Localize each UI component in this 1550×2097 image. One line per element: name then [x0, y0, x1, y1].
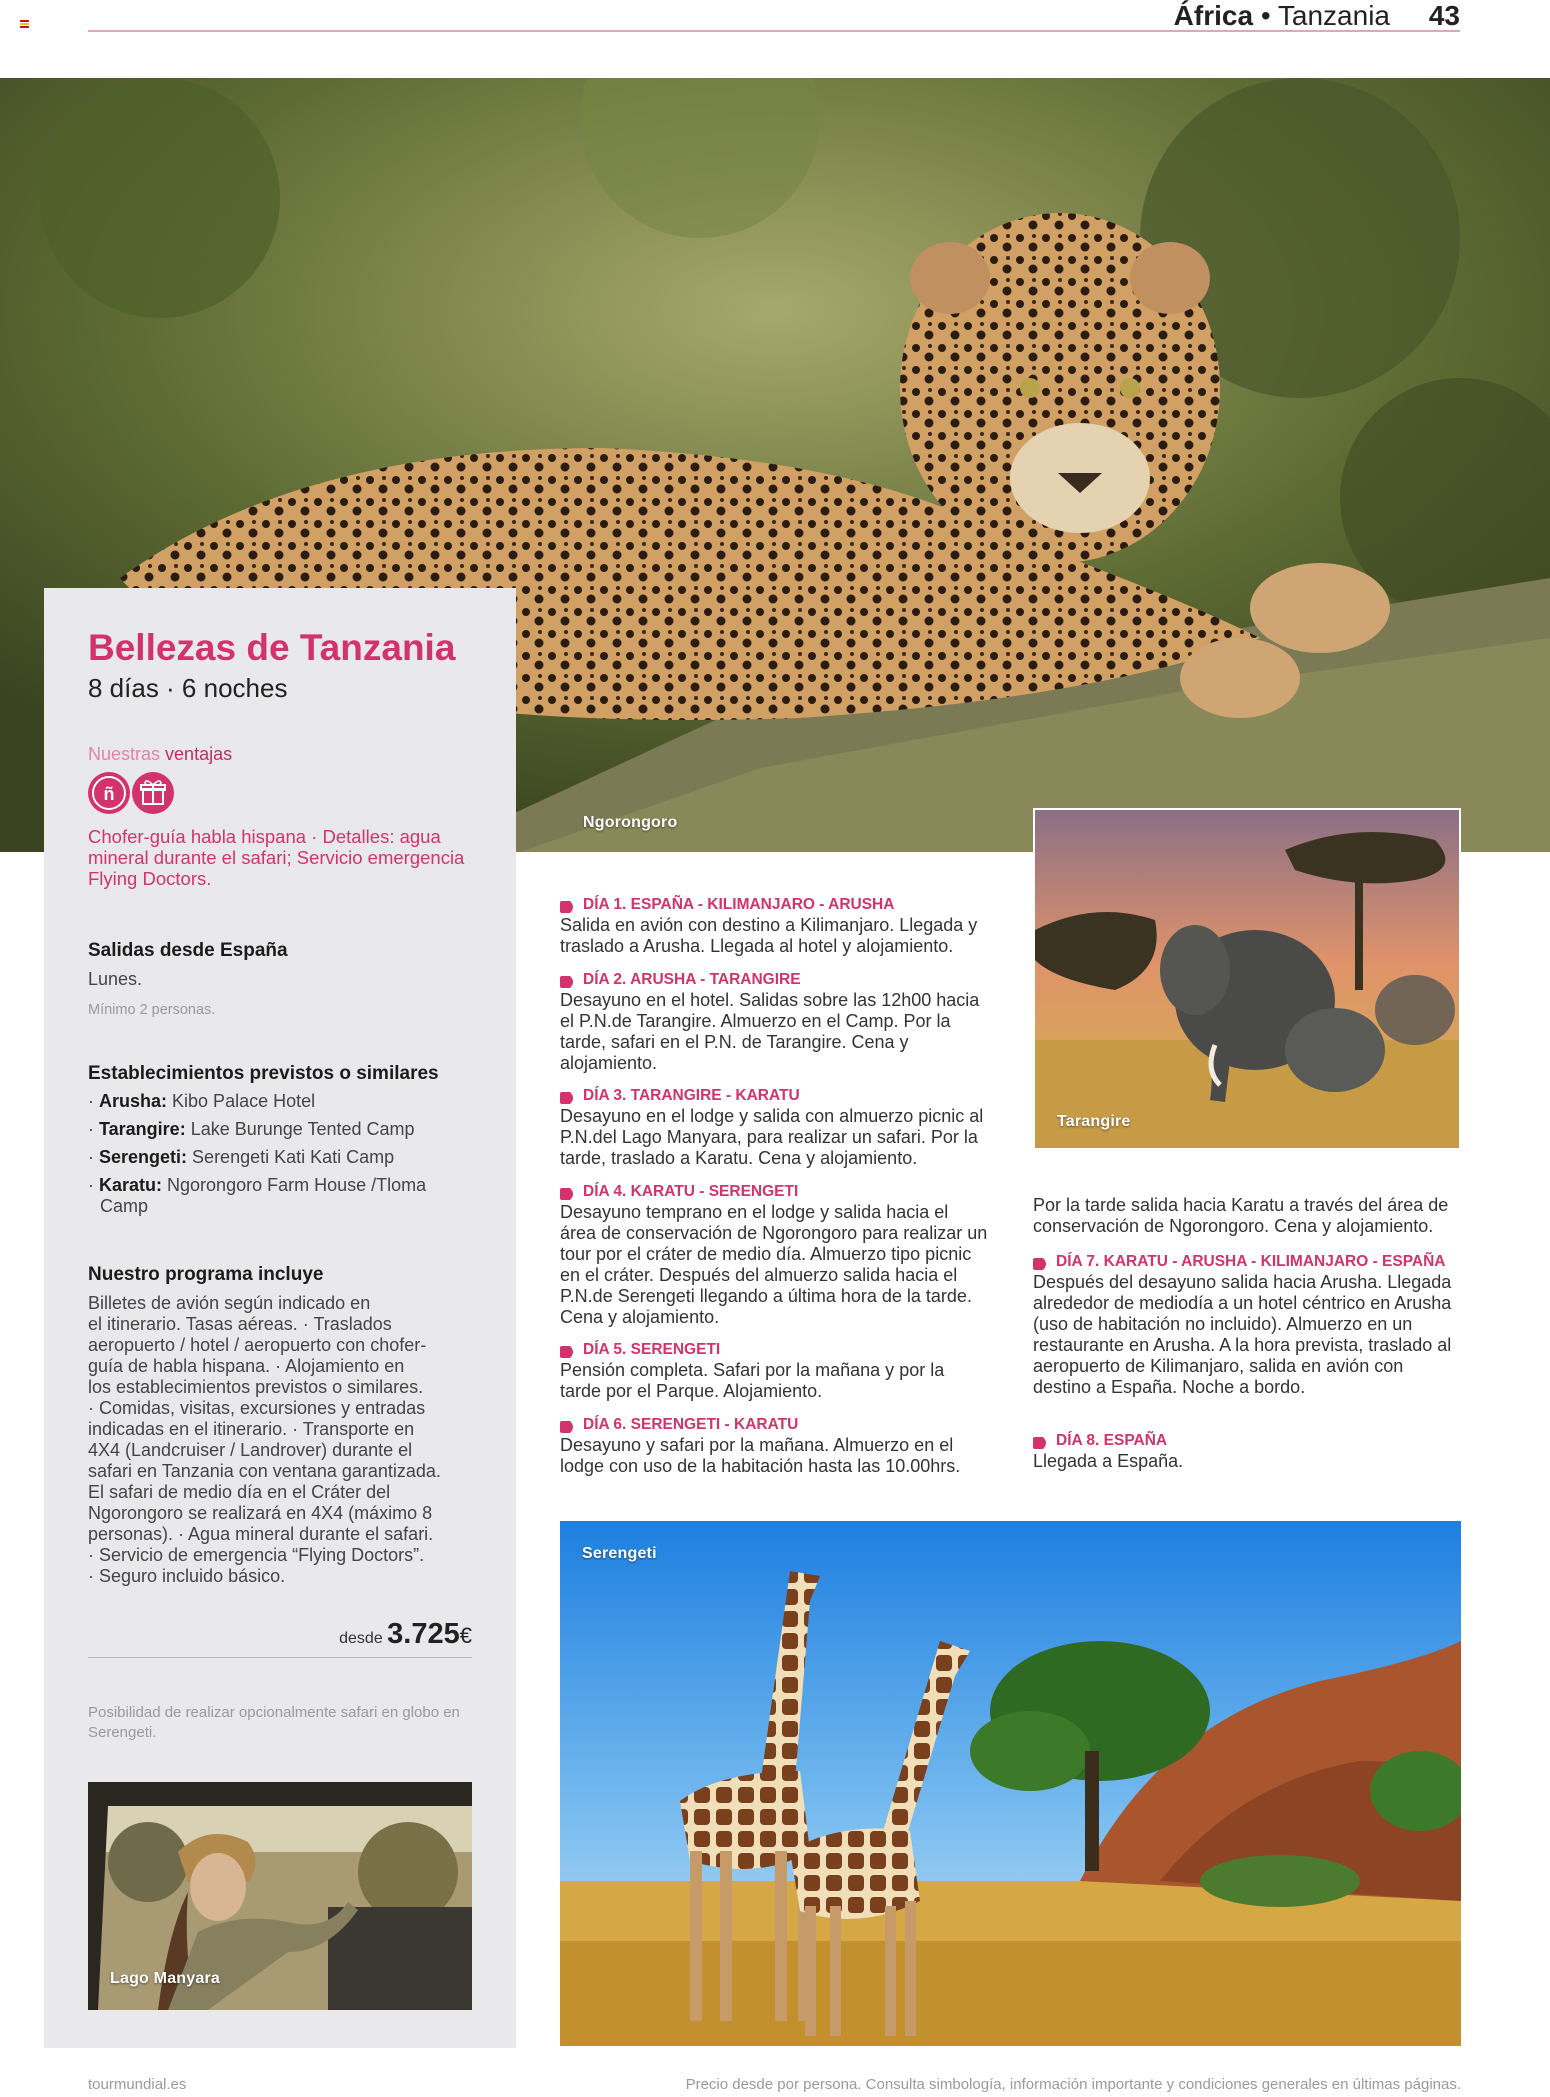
day-marker-icon [560, 1186, 576, 1198]
advantages-label [88, 744, 232, 765]
hotel-city: Tarangire: [99, 1119, 186, 1139]
departures-title: Salidas desde España [88, 940, 288, 961]
includes-line: Billetes de avión según indicado en [88, 1293, 371, 1313]
minimum-people-note: Mínimo 2 personas. [88, 1002, 216, 1018]
day-6-continuation: Por la tarde salida hacia Karatu a través del área de conservación de Ngorongoro. Cena y alojamiento. [1033, 1195, 1449, 1236]
footer-website: tourmundial.es [88, 2076, 187, 2093]
price-box [88, 1618, 472, 1658]
trip-title: Bellezas de Tanzania [88, 627, 456, 668]
tarangire-illustration [1035, 810, 1461, 1150]
day-marker-icon [560, 974, 576, 986]
tarangire-caption: Tarangire [1057, 1113, 1131, 1130]
day-heading [560, 970, 988, 990]
includes-line: · Comidas, visitas, excursiones y entradas [88, 1398, 426, 1418]
hotel-item: · Serengeti: Serengeti Kati Kati Camp [88, 1147, 395, 1167]
hotel-item: · Tarangire: Lake Burunge Tented Camp [88, 1119, 415, 1139]
serengeti-illustration [560, 1521, 1461, 2046]
day-heading [560, 1340, 988, 1360]
day-text: Desayuno en el lodge y salida con almuerzo picnic al P.N.del Lago Manyara, para realizar un safari. Por la tarde, traslado a Karatu. Cena y alojamiento. [560, 1106, 984, 1168]
hotels-title: Establecimientos previstos o similares [88, 1063, 439, 1084]
day-heading [560, 895, 988, 915]
includes-line: guía de habla hispana. · Alojamiento en [88, 1356, 405, 1376]
itinerary-day-4 [560, 1182, 988, 1328]
day-text: Desayuno en el hotel. Salidas sobre las 12h00 hacia el P.N.de Tarangire. Almuerzo en el Camp. Por la tarde, safari en el P.N. de Tarangire. Cena y alojamiento. [560, 990, 980, 1073]
hotel-name: Lake Burunge Tented Camp [190, 1119, 415, 1139]
optional-balloon-note: Posibilidad de realizar opcionalmente safari en globo en Serengeti. [88, 1704, 460, 1741]
trip-duration: 8 días · 6 noches [88, 673, 288, 703]
includes-line: El safari de medio día en el Cráter del [88, 1482, 391, 1502]
includes-line: aeropuerto / hotel / aeropuerto con chofer- [88, 1335, 427, 1355]
day-marker-icon [1033, 1435, 1049, 1447]
gift-icon [132, 772, 174, 814]
includes-line: safari en Tanzania con ventana garantizada. [88, 1461, 441, 1481]
includes-title: Nuestro programa incluye [88, 1264, 324, 1285]
photo-lago-manyara [88, 1782, 472, 2010]
day-marker-icon [560, 1090, 576, 1102]
hero-caption: Ngorongoro [583, 814, 678, 831]
hotel-city: Serengeti: [99, 1147, 188, 1167]
day-text: Desayuno y safari por la mañana. Almuerzo en el lodge con uso de la habitación hasta las 10.00hrs. [560, 1435, 961, 1476]
title-separator: • [1260, 0, 1271, 31]
itinerary-day-2 [560, 970, 988, 1074]
includes-line: Ngorongoro se realizará en 4X4 (máximo 8 [88, 1503, 433, 1523]
day-title: DÍA 3. TARANGIRE - KARATU [583, 1087, 800, 1104]
advantages-text: Chofer-guía habla hispana · Detalles: agua mineral durante el safari; Servicio emergencia Flying Doctors. [88, 826, 465, 889]
day-text: Después del desayuno salida hacia Arusha. Llegada alrededor de mediodía a un hotel céntrico en Arusha (uso de habitación no incluido). Almuerzo en un restaurante en Arusha. A la hora prevista, traslado al aeropuerto de Kilimanjaro, salida en avión con destino a España. Noche a bordo. [1033, 1272, 1452, 1397]
day-heading [560, 1086, 988, 1106]
day-heading [560, 1415, 988, 1435]
includes-line: · Seguro incluido básico. [88, 1566, 286, 1586]
hotel-name: Kibo Palace Hotel [172, 1091, 316, 1111]
day-title: DÍA 8. ESPAÑA [1056, 1432, 1168, 1449]
itinerary-day-8 [1033, 1431, 1461, 1472]
includes-line: los establecimientos previstos o similares. [88, 1377, 424, 1397]
day-title: DÍA 6. SERENGETI - KARATU [583, 1416, 799, 1433]
day-text: Llegada a España. [1033, 1451, 1184, 1471]
spanish-guide-icon [88, 772, 130, 814]
day-text: Pensión completa. Safari por la mañana y por la tarde por el Parque. Alojamiento. [560, 1360, 945, 1401]
day-title: DÍA 7. KARATU - ARUSHA - KILIMANJARO - ESPAÑA [1056, 1253, 1446, 1270]
price-currency: € [459, 1623, 472, 1648]
svg-text:ñ: ñ [103, 784, 115, 804]
day-text: Desayuno temprano en el lodge y salida hacia el área de conservación de Ngorongoro para realizar un tour por el cráter de medio día. Almuerzo tipo picnic en el cráter. Después del almuerzo salida hacia el P.N.de Serengeti llegando a última hora de la tarde. Cena y alojamiento. [560, 1202, 988, 1327]
country-label: Tanzania [1277, 0, 1390, 31]
itinerary-day-5 [560, 1340, 988, 1402]
advantages-label-bold: ventajas [165, 744, 233, 764]
day-marker-icon [560, 899, 576, 911]
spain-flag-icon [20, 20, 29, 27]
price-amount: 3.725 [387, 1618, 460, 1650]
departures-days: Lunes. [88, 969, 143, 989]
price-from-label: desde [339, 1630, 383, 1647]
hotel-item: · Karatu: Ngorongoro Farm House /Tloma Camp [88, 1175, 427, 1216]
day-title: DÍA 1. ESPAÑA - KILIMANJARO - ARUSHA [583, 896, 895, 913]
itinerary-day-7 [1033, 1252, 1461, 1398]
day-text: Salida en avión con destino a Kilimanjaro. Llegada y traslado a Arusha. Llegada al hotel y alojamiento. [560, 915, 978, 956]
itinerary-day-3 [560, 1086, 988, 1169]
includes-line: · Servicio de emergencia “Flying Doctors”. [88, 1545, 425, 1565]
includes-line: personas). · Agua mineral durante el safari. [88, 1524, 434, 1544]
includes-text [88, 1293, 478, 1587]
hotel-city: Arusha: [99, 1091, 168, 1111]
day-title: DÍA 4. KARATU - SERENGETI [583, 1183, 799, 1200]
region-label: África [1173, 0, 1254, 31]
photo-serengeti [560, 1521, 1461, 2046]
serengeti-caption: Serengeti [582, 1545, 657, 1562]
manyara-caption: Lago Manyara [110, 1970, 220, 1987]
hotels-list [88, 1091, 478, 1224]
day-marker-icon [560, 1419, 576, 1431]
itinerary-day-1 [560, 895, 988, 957]
day-title: DÍA 2. ARUSHA - TARANGIRE [583, 971, 801, 988]
day-marker-icon [1033, 1256, 1049, 1268]
includes-line: 4X4 (Landcruiser / Landrover) durante el [88, 1440, 413, 1460]
photo-tarangire [1033, 808, 1461, 1150]
page-section-title [1174, 0, 1390, 32]
advantages-label-light: Nuestras [88, 744, 161, 764]
hotel-item: · Arusha: Kibo Palace Hotel [88, 1091, 316, 1111]
hotel-city: Karatu: [99, 1175, 163, 1195]
includes-line: indicadas en el itinerario. · Transporte en [88, 1419, 415, 1439]
hotel-name: Serengeti Kati Kati Camp [192, 1147, 395, 1167]
footer-note: Precio desde por persona. Consulta simbología, información importante y condiciones generales en últimas páginas. [685, 2076, 1461, 2093]
day-heading [1033, 1431, 1461, 1451]
day-heading [1033, 1252, 1461, 1272]
hotel-name: Ngorongoro Farm House /Tloma Camp [100, 1175, 427, 1216]
includes-line: el itinerario. Tasas aéreas. · Traslados [88, 1314, 392, 1334]
itinerary-day-6 [560, 1415, 988, 1477]
day-title: DÍA 5. SERENGETI [583, 1341, 721, 1358]
page-number: 43 [1428, 0, 1460, 31]
day-marker-icon [560, 1344, 576, 1356]
day-heading [560, 1182, 988, 1202]
